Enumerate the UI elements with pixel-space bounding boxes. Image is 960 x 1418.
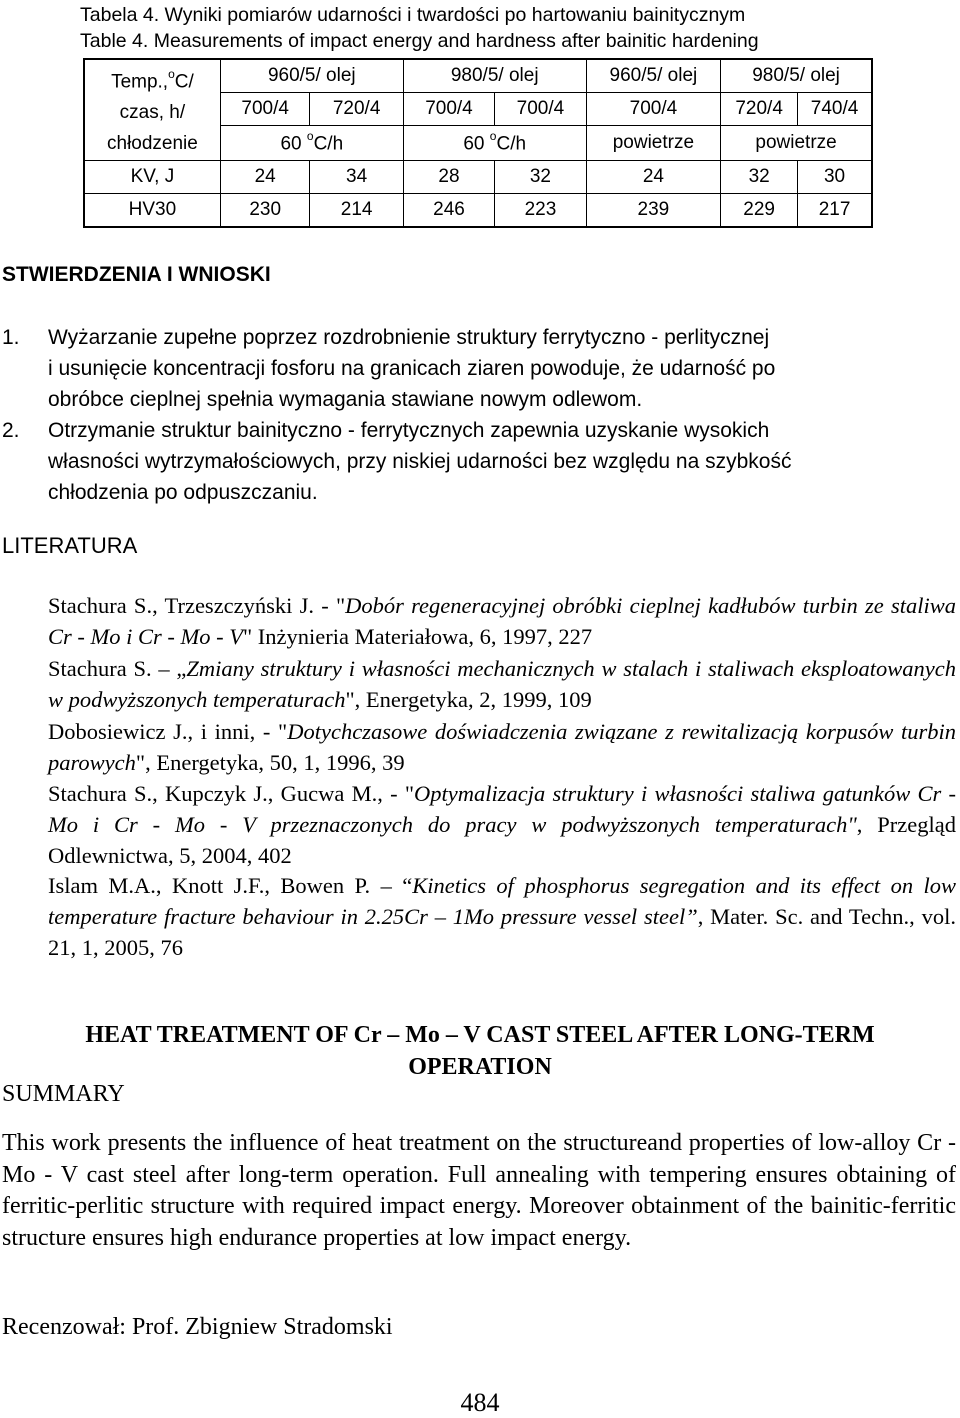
kv-value: 32 xyxy=(721,161,798,194)
kv-value: 28 xyxy=(403,161,494,194)
row-header-cell: Temp.,$^o$C/ czas, h/ chłodzenie xyxy=(85,60,220,161)
summary-heading: SUMMARY xyxy=(2,1081,125,1107)
reference-3: Dobosiewicz J., i inni, - "Dotychczasowe doświadczenia związane z rewitalizacją korpusów turbin parowych", Energetyka, 50, 1, 1996, 39 xyxy=(48,719,957,775)
kv-value: 30 xyxy=(798,161,871,194)
hv-value: 239 xyxy=(586,194,720,227)
cooling-4: powietrze xyxy=(721,126,871,161)
hv-value: 246 xyxy=(403,194,494,227)
kv-value: 34 xyxy=(310,161,403,194)
results-table xyxy=(83,58,873,228)
kv-value: 24 xyxy=(586,161,720,194)
cooling-3: powietrze xyxy=(586,126,720,161)
conclusion-1: 1. Wyżarzanie zupełne poprzez rozdrobnienie struktury ferrytyczno - perlitycznej i usunięcie koncentracji fosforu na granicach ziaren powoduje, że udarność po obróbce cieplnej spełnia wymagania stawiane nowym odlewom. xyxy=(2,326,776,411)
hv-value: 229 xyxy=(721,194,798,227)
hardening-1: 960/5/ olej xyxy=(220,60,403,93)
page-number: 484 xyxy=(460,1388,500,1417)
cooling-2: 60 $^o$C/h xyxy=(403,126,586,161)
conclusion-2: 2. Otrzymanie struktur bainityczno - ferrytycznych zapewnia uzyskanie wysokich własności wytrzymałościowych, przy niskiej udarności bez względu na szybkość chłodzenia po odpuszczaniu. xyxy=(2,419,792,504)
tempering-4: 700/4 xyxy=(495,93,586,126)
summary-text: This work presents the influence of heat treatment on the structureand properties of low-alloy Cr - Mo - V cast steel after long-term operation. Full annealing with tempering ensures obtaining of ferritic-perlitic structure with required impact energy. Moreover obtainment of the bainitic-ferritic structure ensures high endurance properties at low impact energy. xyxy=(2,1130,956,1251)
reference-2: Stachura S. – „Zmiany struktury i własności mechanicznych w stalach i staliwach eksploatowanych w podwyższonych temperaturach", Energetyka, 2, 1999, 109 xyxy=(48,656,956,712)
kv-value: 24 xyxy=(220,161,310,194)
reference-5: Islam M.A., Knott J.F., Bowen P. – “Kinetics of phosphorus segregation and its effect on low temperature fracture behaviour in 2.25Cr – 1Mo pressure vessel steel”, Mater. Sc. and Techn., vol. 21, 1, 2005, 76 xyxy=(48,873,956,960)
reviewer: Recenzował: Prof. Zbigniew Stradomski xyxy=(2,1314,393,1340)
tempering-3: 700/4 xyxy=(403,93,494,126)
table-caption-en: Table 4. Measurements of impact energy and hardness after bainitic hardening xyxy=(80,30,759,52)
row-label-kv: KV, J xyxy=(85,161,220,194)
row-label-hv: HV30 xyxy=(85,194,220,227)
tempering-5: 700/4 xyxy=(586,93,720,126)
table-caption-pl: Tabela 4. Wyniki pomiarów udarności i twardości po hartowaniu bainitycznym xyxy=(80,4,746,26)
tempering-7: 740/4 xyxy=(798,93,871,126)
hardening-2: 980/5/ olej xyxy=(403,60,586,93)
reference-4: Stachura S., Kupczyk J., Gucwa M., - "Optymalizacja struktury i własności staliwa gatunków Cr - Mo i Cr - Mo - V przeznaczonych do pracy w podwyższonych temperaturach", Przegląd Odlewnictwa, 5, 2004, 402 xyxy=(48,781,957,868)
hardening-3: 960/5/ olej xyxy=(586,60,720,93)
english-title-line-1: HEAT TREATMENT OF Cr – Mo – V CAST STEEL AFTER LONG-TERM xyxy=(85,1022,875,1048)
tempering-2: 720/4 xyxy=(310,93,403,126)
kv-value: 32 xyxy=(495,161,586,194)
hv-value: 214 xyxy=(310,194,403,227)
literature-heading: LITERATURA xyxy=(2,533,138,558)
hv-value: 223 xyxy=(495,194,586,227)
tempering-6: 720/4 xyxy=(721,93,798,126)
hv-value: 217 xyxy=(818,199,851,220)
conclusions-heading: STWIERDZENIA I WNIOSKI xyxy=(2,263,271,286)
tempering-1: 700/4 xyxy=(220,93,310,126)
hardening-4: 980/5/ olej xyxy=(752,65,840,86)
english-title-line-2: OPERATION xyxy=(408,1054,552,1080)
cooling-1: 60 $^o$C/h xyxy=(220,126,403,161)
hv-value: 230 xyxy=(220,194,310,227)
reference-1: Stachura S., Trzeszczyński J. - "Dobór regeneracyjnej obróbki cieplnej kadłubów turbin ze staliwa Cr - Mo i Cr - Mo - V" Inżynieria Materiałowa, 6, 1997, 227 xyxy=(48,593,956,649)
